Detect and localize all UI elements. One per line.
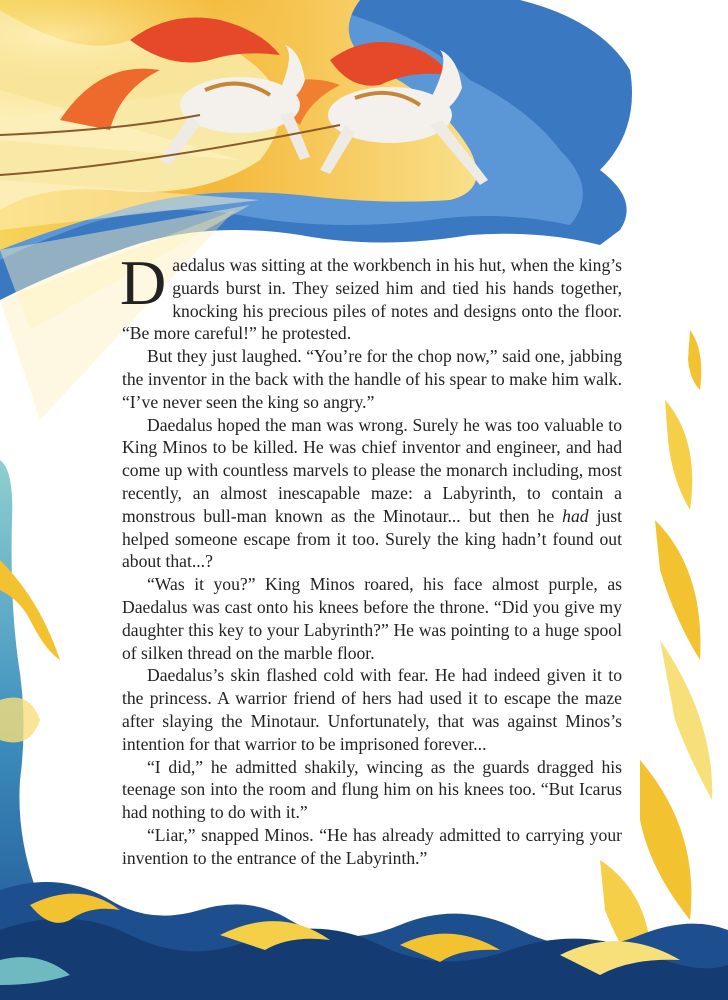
- paragraph-7: “Liar,” snapped Minos. “He has already admitted to carrying your invention to the entrance of the Labyrinth.”: [122, 824, 622, 868]
- paragraph-4: “Was it you?” King Minos roared, his face almost purple, as Daedalus was cast onto his knees before the throne. “Did you give my daughter this key to your Labyrinth?” He was pointing to a huge spool of silken thread on the marble floor.: [122, 574, 622, 663]
- story-text: [120, 247, 622, 870]
- paragraph-1: [120, 247, 622, 345]
- paragraph-2: But they just laughed. “You’re for the chop now,” said one, jabbing the inventor in the back with the handle of his spear to make him walk. “I’ve never seen the king so angry.”: [122, 346, 622, 412]
- paragraph-1-text: aedalus was sitting at the workbench in his hut, when the king’s guards burst in. They seized him and tied his hands together, knocking his precious piles of notes and designs onto the floor. “Be more careful!” he protested.: [122, 255, 622, 344]
- paragraph-3-text-a: Daedalus hoped the man was wrong. Surely he was too valuable to King Minos to be killed. He was chief inventor and engineer, and had come up with countless marvels to please the monarch including, most recently, an almost inescapable maze: a Labyrinth, to contain a monstrous bull-man known as the Minotaur... but then he: [122, 414, 622, 526]
- paragraph-3-emphasis: had: [562, 505, 589, 526]
- paragraph-3: [122, 414, 622, 574]
- paragraph-5: Daedalus’s skin flashed cold with fear. He had indeed given it to the princess. A warrior friend of hers had used it to escape the maze after slaying the Minotaur. Unfortunately, that was against Minos’s intention for that warrior to be imprisoned forever...: [122, 665, 622, 754]
- paragraph-6: “I did,” he admitted shakily, wincing as the guards dragged his teenage son into the room and flung him on his knees too. “But Icarus had nothing to do with it.”: [122, 756, 622, 823]
- paragraph-3-text-c: just helped someone escape from it too. Surely the king hadn’t found out about that...?: [122, 505, 622, 572]
- drop-cap: D: [120, 247, 167, 318]
